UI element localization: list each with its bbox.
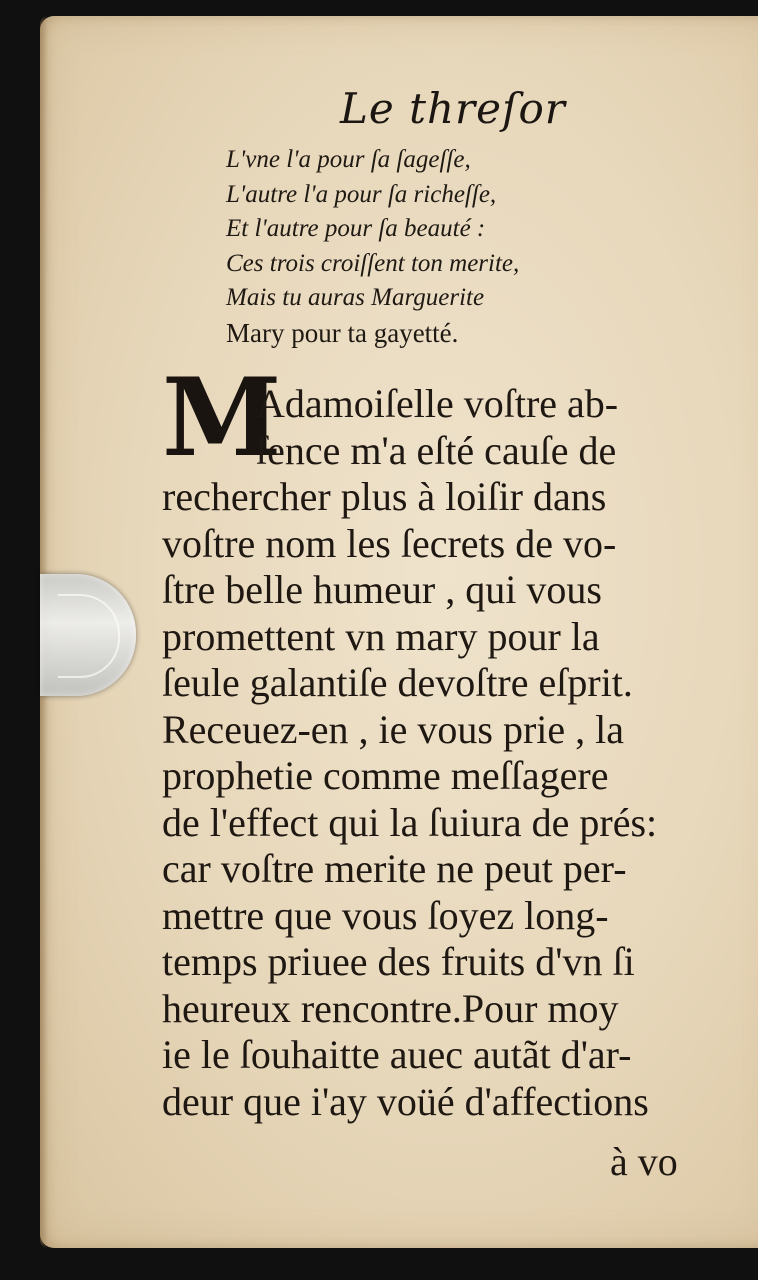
body-line: deur que i'ay voüé d'affections — [162, 1078, 649, 1124]
catchword: à vo — [610, 1139, 678, 1184]
running-head: Le threſor — [340, 84, 566, 133]
body-line: Receuez-en , ie vous prie , la — [162, 706, 625, 752]
body-line: temps priuee des fruits d'vn ſi — [162, 939, 635, 984]
body-line: prophetie comme meſſagere — [162, 753, 609, 798]
page-clip — [40, 574, 136, 696]
poem-line: Et l'autre pour ſa beauté : — [226, 215, 486, 242]
poem-line: L'vne l'a pour ſa ſageſſe, — [226, 146, 471, 173]
body-line: ie le ſouhaitte auec autãt d'ar- — [162, 1032, 632, 1077]
body-line: voſtre nom les ſecrets de vo- — [162, 520, 617, 566]
poem-line: L'autre l'a pour ſa richeſſe, — [226, 180, 497, 208]
drop-capital: M — [162, 355, 282, 481]
body-line: mettre que vous ſoyez long- — [162, 892, 609, 938]
body-line: ſence m'a eſté cauſe de — [256, 427, 617, 473]
body-line: Adamoiſelle voſtre ab- — [256, 381, 619, 426]
poem-line: Ces trois croiſſent ton merite, — [226, 249, 520, 277]
body-text — [162, 381, 657, 1125]
body-line: rechercher plus à loiſir dans — [162, 474, 607, 519]
body-line: car voſtre merite ne peut per- — [162, 846, 627, 891]
poem — [226, 143, 519, 350]
body-line: de l'effect qui la ſuiura de prés: — [162, 799, 658, 845]
poem-line: Mais tu auras Marguerite — [226, 284, 485, 311]
body-line: ſeule galantiſe devoſtre eſprit. — [162, 660, 633, 705]
body-line: heureux rencontre.Pour moy — [162, 985, 619, 1031]
body-line: promettent vn mary pour la — [162, 613, 600, 659]
body-line: ſtre belle humeur , qui vous — [162, 567, 602, 612]
poem-line: Mary pour ta gayetté. — [226, 317, 459, 348]
